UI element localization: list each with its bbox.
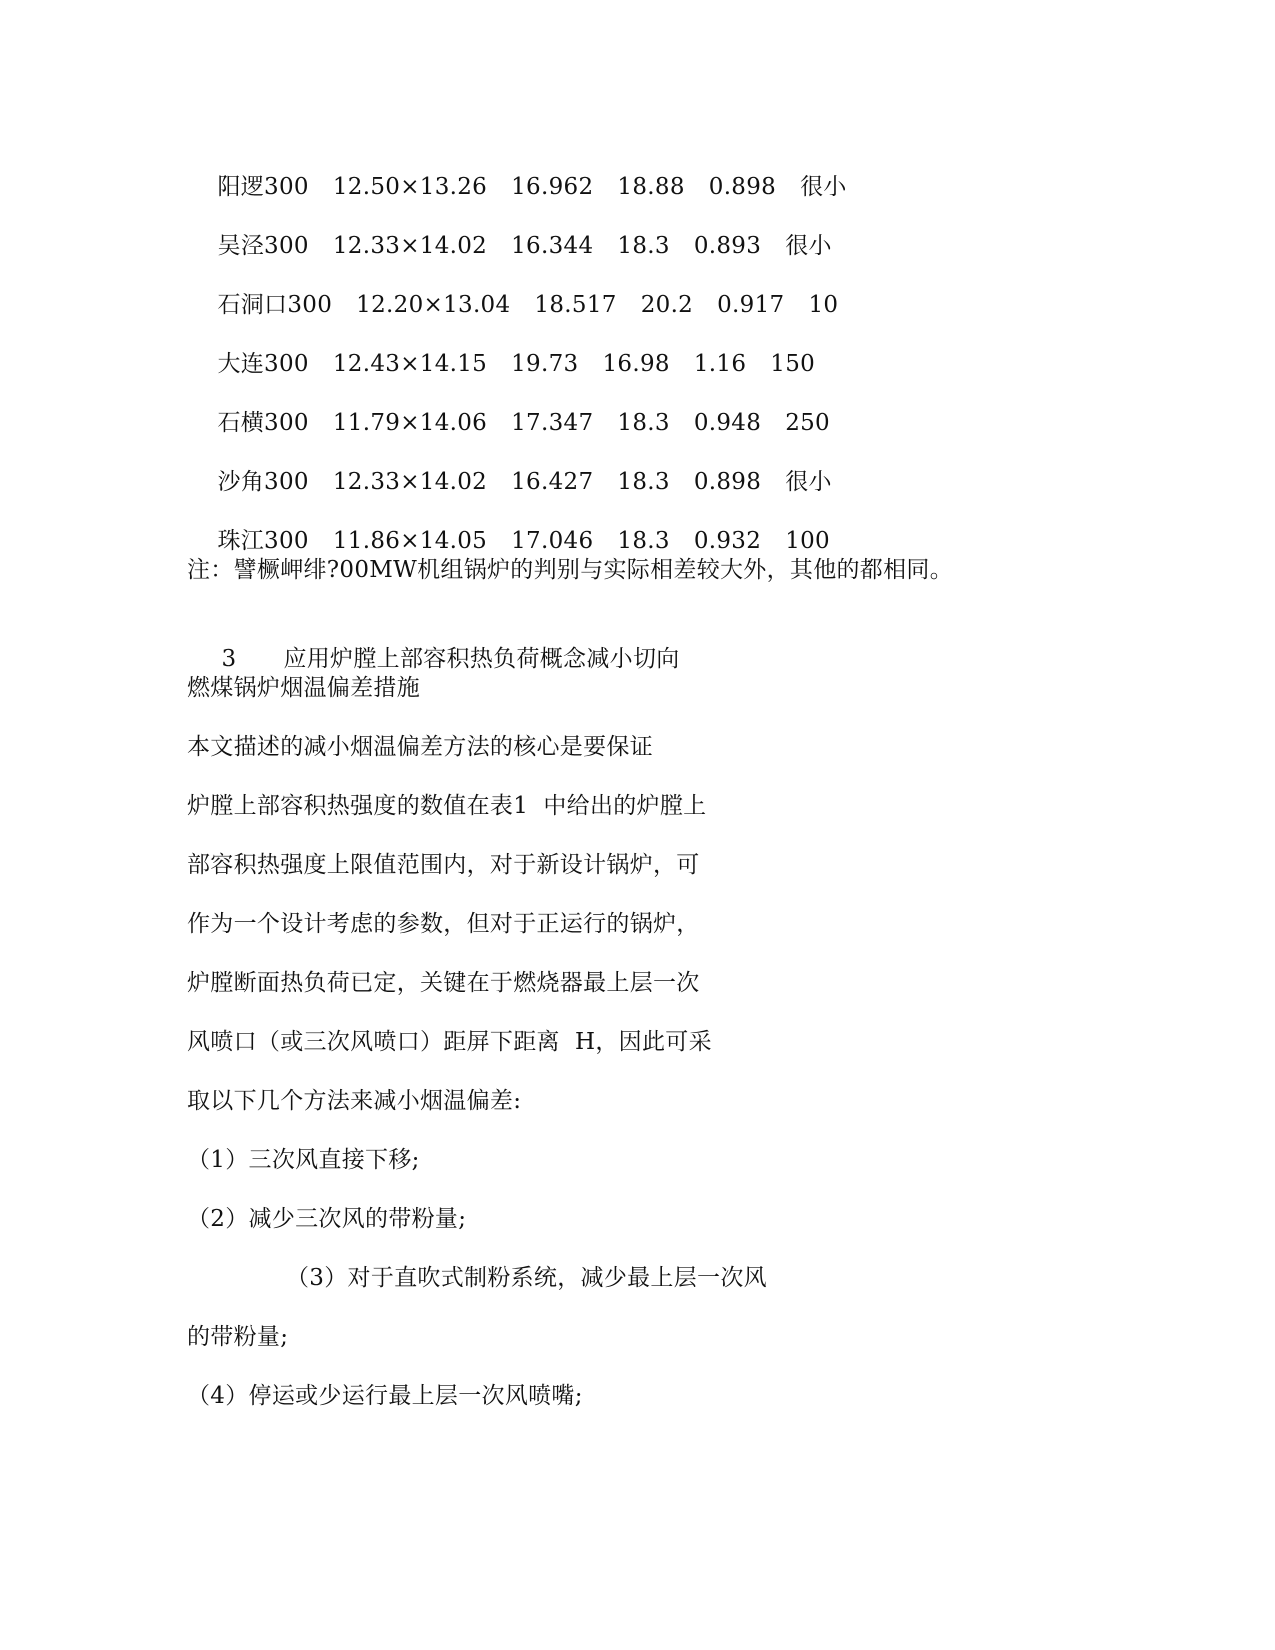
value-c: 1.16 [693, 351, 747, 377]
paragraph-line: 取以下几个方法来减小烟温偏差: [187, 1088, 522, 1114]
value-b: 20.2 [640, 292, 694, 318]
plant-name: 吴泾300 [217, 233, 309, 259]
deviation: 很小 [785, 233, 832, 259]
section-title-line2: 燃煤锅炉烟温偏差措施 [187, 675, 420, 701]
paragraph-line: 本文描述的减小烟温偏差方法的核心是要保证 [187, 734, 653, 760]
plant-name: 珠江300 [217, 528, 309, 554]
section-number: 3 [221, 646, 237, 672]
deviation: 很小 [800, 174, 847, 200]
deviation: 250 [785, 410, 830, 436]
value-b: 18.3 [617, 528, 670, 554]
deviation: 150 [770, 351, 816, 377]
paragraph-line: 炉膛上部容积热强度的数值在表1 中给出的炉膛上 [187, 793, 707, 819]
paragraph-line: 炉膛断面热负荷已定，关键在于燃烧器最上层一次 [187, 970, 700, 996]
value-a: 16.344 [511, 233, 594, 259]
plant-name: 大连300 [217, 351, 309, 377]
paragraph-line: 作为一个设计考虑的参数，但对于正运行的锅炉， [187, 911, 700, 937]
value-a: 16.427 [511, 469, 594, 495]
deviation: 100 [785, 528, 830, 554]
deviation: 很小 [785, 469, 832, 495]
dimensions: 11.79×14.06 [332, 410, 488, 436]
plant-name: 阳逻300 [217, 174, 309, 200]
list-item-4: （4）停运或少运行最上层一次风喷嘴; [187, 1383, 583, 1409]
list-item-3-line2: 的带粉量; [187, 1324, 289, 1350]
list-item-2: （2）减少三次风的带粉量; [187, 1206, 467, 1232]
value-b: 16.98 [602, 351, 670, 377]
value-c: 0.948 [693, 410, 762, 436]
dimensions: 12.50×13.26 [332, 174, 488, 200]
deviation: 10 [808, 292, 839, 318]
value-a: 17.347 [511, 410, 594, 436]
plant-name: 沙角300 [217, 469, 309, 495]
dimensions: 12.33×14.02 [332, 469, 488, 495]
paragraph-line: 风喷口（或三次风喷口）距屏下距离 H，因此可采 [187, 1029, 712, 1055]
plant-name: 石洞口300 [217, 292, 333, 318]
value-a: 19.73 [511, 351, 579, 377]
dimensions: 11.86×14.05 [332, 528, 488, 554]
section-title-line1: 应用炉膛上部容积热负荷概念减小切向 [283, 646, 680, 672]
paragraph-line: 部容积热强度上限值范围内，对于新设计锅炉，可 [187, 852, 700, 878]
dimensions: 12.20×13.04 [356, 292, 511, 318]
value-a: 17.046 [511, 528, 594, 554]
value-a: 18.517 [534, 292, 617, 318]
value-b: 18.3 [617, 410, 670, 436]
value-b: 18.88 [617, 174, 685, 200]
dimensions: 12.33×14.02 [332, 233, 488, 259]
dimensions: 12.43×14.15 [332, 351, 488, 377]
plant-name: 石横300 [217, 410, 309, 436]
value-c: 0.932 [693, 528, 762, 554]
value-c: 0.893 [693, 233, 762, 259]
table-note: 注：譬橛岬绯?00MW机组锅炉的判别与实际相差较大外，其他的都相同。 [187, 557, 953, 583]
value-b: 18.3 [617, 233, 670, 259]
list-item-1: （1）三次风直接下移; [187, 1147, 420, 1173]
value-c: 0.917 [717, 292, 785, 318]
value-c: 0.898 [693, 469, 762, 495]
value-b: 18.3 [617, 469, 670, 495]
list-item-3-line1: （3）对于直吹式制粉系统，减少最上层一次风 [286, 1265, 767, 1291]
value-c: 0.898 [708, 174, 777, 200]
value-a: 16.962 [511, 174, 594, 200]
